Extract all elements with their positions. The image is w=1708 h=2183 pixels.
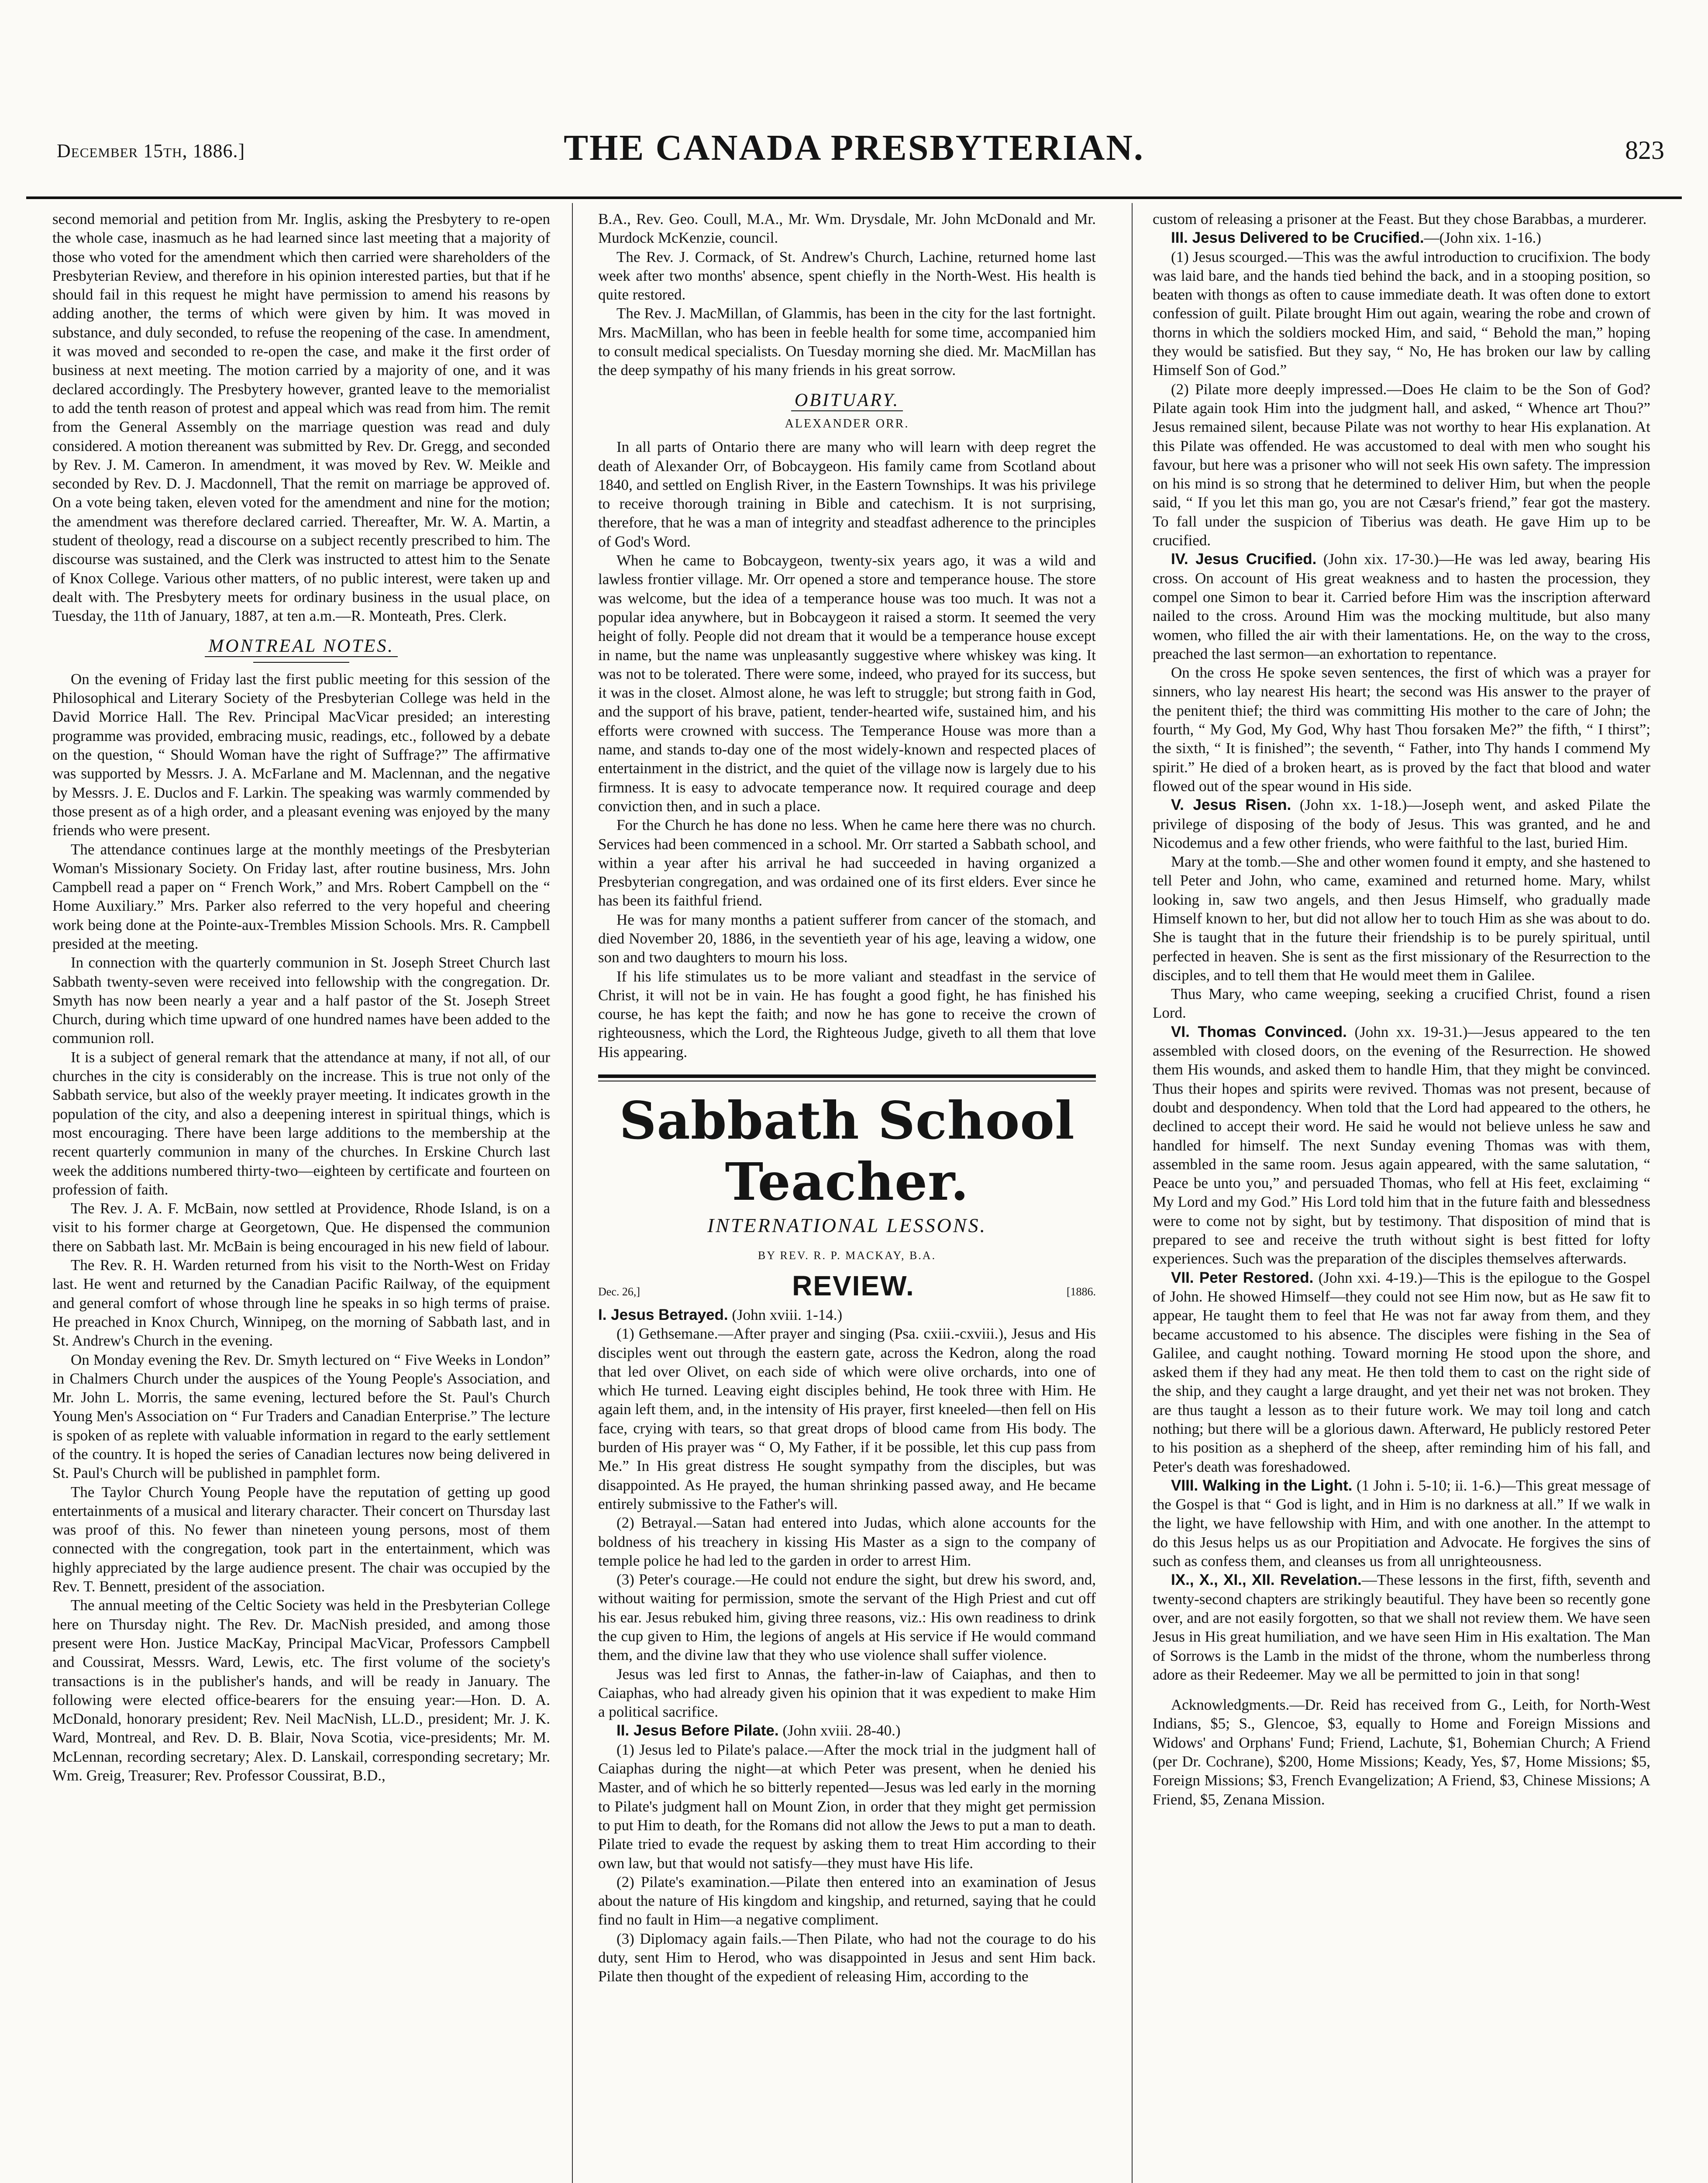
lesson-paragraph: (1) Jesus scourged.—This was the awful introduction to crucifixion. The body was laid bare, and the hands tied behind the back, and in a stooping position, so beaten with thongs as often to cause immediate death. It was often done to extort confession of guilt. Pilate brought Him out again, wearing the robe and crown of thorns in which the soldiers mocked Him, and said, “ Behold the man,” hoping they would be satisfied. But they say, “ No, He has broken our law by calling Himself Son of God.” (1153, 248, 1650, 379)
section-divider-thick (598, 1074, 1096, 1078)
lesson-paragraph: (3) Diplomacy again fails.—Then Pilate, who had not the courage to do his duty, sent Him to Herod, who was disappointed in Jesus and sent Him back. Pilate then thought of the expedient of releasing Him, according to the (598, 1930, 1096, 1985)
montreal-notes-heading: MONTREAL NOTES. (52, 637, 550, 656)
presbytery-report-continued: second memorial and petition from Mr. Inglis, asking the Presbytery to re-open the whole case, inasmuch as he had learned since last meeting that a majority of those who voted for the amendment which then carried were shareholders of the Presbyterian Review, and therefore in his opinion interested parties, but that if he should fail in this request he might have permission to amend his reasons by adding another, the terms of which were given by him. It was moved in substance, and duly seconded, to refuse the reopening of the case. In amendment, it was moved and seconded to re-open the case, and make it the first order of business at next meeting. The motion carried by a majority of one, and it was declared accordingly. The Presbytery however, granted leave to the memorialist to add the tenth reason of protest and appeal which was read from him. The remit from the General Assembly on the marriage question was read and duly considered. A motion thereanent was submitted by Rev. Dr. Gregg, and seconded by Rev. J. M. Cameron. In amendment, it was moved by Rev. W. Meikle and seconded by Rev. D. J. Macdonnell, That the remit on marriage be approved of. On a vote being taken, eleven voted for the amendment and nine for the motion; the amendment was therefore declared carried. Thereafter, Mr. W. A. Martin, a student of theology, read a discourse on a subject recently prescribed to him. The discourse was sustained, and the Clerk was instructed to attest him to the Senate of Knox College. Various other matters, of no public interest, were taken up and dealt with. The Presbytery meets for ordinary business in the usual place, on Tuesday, the 11th of January, 1887, at ten a.m.—R. Monteath, Pres. Clerk. (52, 210, 550, 625)
article-paragraph: The Rev. J. A. F. McBain, now settled at Providence, Rhode Island, is on a visit to his former charge at Georgetown, Que. He dispensed the communion there on Sabbath last. Mr. McBain is being encouraged in his new field of labour. (52, 1200, 550, 1255)
header-rule (26, 196, 1682, 199)
issue-date: December 15th, 1886.] (57, 140, 245, 162)
lesson-paragraph: On the cross He spoke seven sentences, the first of which was a prayer for sinners, who lay nearest His heart; the second was His answer to the prayer of the penitent thief; the third was committing His mother to the care of John; the fourth, “ My God, My God, Why hast Thou forsaken Me?” the fifth, “ I thirst”; the sixth, “ It is finished”; the seventh, “ Father, into Thy hands I commend My spirit.” He died of a broken heart, as is proved by the fact that blood and water flowed out of the spear wound in His side. (1153, 664, 1650, 795)
lesson-heading: II. Jesus Before Pilate. (John xviii. 28-40.) (616, 1722, 901, 1739)
page-header (26, 127, 1682, 192)
article-paragraph: B.A., Rev. Geo. Coull, M.A., Mr. Wm. Drysdale, Mr. John McDonald and Mr. Murdock McKenzie, council. (598, 210, 1096, 247)
obituary-paragraph: If his life stimulates us to be more valiant and steadfast in the service of Christ, it will not be in vain. He has fought a good fight, he has finished his course, he has kept the faith; and now he has gone to receive the crown of righteousness, which the Lord, the Righteous Judge, giveth to all them that love His appearing. (598, 968, 1096, 1061)
lesson-heading: I. Jesus Betrayed. (John xviii. 1-14.) (598, 1306, 843, 1323)
article-paragraph: The annual meeting of the Celtic Society was held in the Presbyterian College here on Thursday night. The Rev. Dr. MacNish presided, and among those present were Hon. Justice MacKay, Principal MacVicar, Professors Campbell and Coussirat, Messrs. Ward, Lewis, etc. The first volume of the society's transactions is in the publisher's hands, and will be ready in January. The following were elected office-bearers for the ensuing year:—Hon. D. A. McDonald, honorary president; Rev. Neil MacNish, LL.D., president; Mr. J. K. Ward, Montreal, and Rev. D. B. Blair, Nova Scotia, vice-presidents; Mr. M. McLennan, recording secretary; Alex. D. Lanskail, corresponding secretary; Mr. Wm. Greig, Treasurer; Rev. Professor Coussirat, B.D., (52, 1597, 550, 1784)
lesson-date: Dec. 26,] (598, 1285, 640, 1298)
lesson-paragraph: (2) Pilate more deeply impressed.—Does He claim to be the Son of God? Pilate again took Him into the judgment hall, and asked, “ Whence art Thou?” Jesus remained silent, because Pilate was not worthy to hear His explanation. At this Pilate was offended. He was accustomed to deal with men who sought his favour, but here was a prisoner who will not seek His own safety. The impression on his mind is so strong that he determined to deliver Him, but when the people said, “ If you let this man go, you are not Cæsar's friend,” fear got the mastery. To fall under the suspicion of Tiberius was death. He gave Him up to be crucified. (1153, 380, 1650, 549)
obituary-name: ALEXANDER ORR. (785, 417, 909, 430)
lesson-paragraph: VIII. Walking in the Light. (1 John i. 5-10; ii. 1-6.)—This great message of the Gospel is that “ God is light, and in Him is no darkness at all.” If we walk in the light, we have fellowship with Him, and with one another. In the attempt to do this Jesus helps us as our Propitiation and Advocate. He forgives the sins of such as confess them, and cleanses us from all unrighteousness. (1153, 1477, 1651, 1570)
lesson-paragraph: (3) Peter's courage.—He could not endure the sight, but drew his sword, and, without waiting for permission, smote the servant of the High Priest and cut off his ear. Jesus rebuked him, giving three reasons, viz.: His own readiness to drink the cup given to Him, the legions of angels at His service if He would command them, and the divine law that they who use violence shall suffer violence. (598, 1571, 1096, 1664)
lesson-title: REVIEW. (792, 1270, 915, 1302)
lesson-paragraph: custom of releasing a prisoner at the Feast. But they chose Barabbas, a murderer. (1153, 210, 1647, 227)
lesson-paragraph: V. Jesus Risen. (John xx. 1-18.)—Joseph went, and asked Pilate the privilege of disposing of the body of Jesus. This was granted, and he and Nicodemus and a few other friends, who were faithful to the last, buried Him. (1153, 796, 1650, 851)
obituary-paragraph: When he came to Bobcaygeon, twenty-six years ago, it was a wild and lawless frontier village. Mr. Orr opened a store and temperance house. The store was welcome, but the idea of a temperance house was too much. It was not a popular idea anywhere, but in Bobcaygeon it raised a storm. It seemed the very height of folly. People did not dream that it would be a temperance house except in name, but the name was unpleasantly suggestive where whiskey was king. It was not to be tolerated. There were some, indeed, who prayed for its success, but it was in the closet. Almost alone, he was left to struggle; but strong faith in God, and the support of his brave, patient, tender-hearted wife, sustained him, and his efforts were crowned with success. The Temperance House was more than a name, and stands to-day one of the most widely-known and respected places of entertainment in the district, and the quiet of the village now is largely due to his firmness. It is easy to advocate temperance now. It required courage and deep conviction then, and in such a place. (598, 552, 1096, 815)
lesson-year: [1886. (1066, 1285, 1096, 1298)
article-paragraph: The Rev. R. H. Warden returned from his visit to the North-West on Friday last. He went and returned by the Canadian Pacific Railway, of the equipment and general comfort of whose through line he speaks in so high terms of praise. He preached in Knox Church, Winnipeg, on the morning of Sabbath last, and in St. Andrew's Church in the evening. (52, 1257, 550, 1350)
lesson-heading: III. Jesus Delivered to be Crucified.—(John xix. 1-16.) (1171, 229, 1541, 247)
obituary-paragraph: He was for many months a patient sufferer from cancer of the stomach, and died November 20, 1886, in the seventieth year of his age, leaving a widow, one son and two daughters to mourn his loss. (598, 911, 1096, 966)
lesson-paragraph: VII. Peter Restored. (John xxi. 4-19.)—This is the epilogue to the Gospel of John. He showed Himself—they could not see Him now, but as He saw fit to appear, He taught them to feel that He was not far away from them, and they became accustomed to his absence. The disciples were fishing in the Sea of Galilee, and caught nothing. Toward morning He stood upon the shore, and asked them if they had any meat. He then told them to cast on the right side of the ship, and they caught a large draught, and yet their net was not broken. They are thus taught a lesson as to their future work. We may toil long and catch nothing; but there will be a glorious dawn. Afterward, He publicly restored Peter to his position as a shepherd of the sheep, after reminding him of his fall, and Peter's death was foreshadowed. (1153, 1269, 1651, 1475)
newspaper-title: THE CANADA PRESBYTERIAN. (564, 127, 1144, 168)
page-number: 823 (1625, 136, 1664, 165)
acknowledgments-paragraph: Acknowledgments.—Dr. Reid has received from G., Leith, for North-West Indians, $5; S., Glencoe, $3, equally to Home and Foreign Missions and Widows' and Orphans' Fund; Friend, Lachute, $1, Bohemian Church; A Friend (per Dr. Cochrane), $200, Home Missions; Keady, Yes, $7, Home Missions; $5, Foreign Missions; $3, French Evangelization; A Friend, $3, Chinese Missions; A Friend, $5, Zenana Mission. (1153, 1696, 1650, 1808)
column-2 (598, 210, 1096, 1986)
article-paragraph: On Monday evening the Rev. Dr. Smyth lectured on “ Five Weeks in London” in Chalmers Church under the auspices of the Young People's Association, and Mr. John L. Morris, the same evening, lectured before the St. Paul's Church Young Men's Association on “ Fur Traders and Canadian Enterprise.” The lecture is spoken of as replete with valuable information in regard to the early settlement of the country. It is hoped the series of Canadian lectures now being delivered in St. Paul's Church will be published in pamphlet form. (52, 1351, 550, 1482)
lesson-paragraph: Mary at the tomb.—She and other women found it empty, and she hastened to tell Peter and John, who came, examined and returned home. Mary, whilst looking in, saw two angels, and then Jesus Himself, who gradually made Himself known to her, but did not allow her to touch Him as she was about to do. She is taught that in the future their friendship is to be purely spiritual, until perfected in heaven. She is sent as the first missionary of the Resurrection to the disciples, and to tell them that He would meet them in Galilee. (1153, 853, 1650, 984)
obituary-paragraph: In all parts of Ontario there are many who will learn with deep regret the death of Alexander Orr, of Bobcaygeon. His family came from Scotland about 1840, and settled on English River, in the Eastern Townships. It was his privilege to receive thorough training in Bible and catechism. It is not surprising, therefore, that he was a man of integrity and steadfast adherence to the principles of God's Word. (598, 438, 1096, 550)
article-paragraph: It is a subject of general remark that the attendance at many, if not all, of our churches in the city is considerably on the increase. This is true not only of the Sabbath service, but also of the weekly prayer meeting. It indicates growth in the population of the city, and also a deepening interest in spiritual things, which is most encouraging. There have been large additions to the membership at the recent quarterly communion in many of the churches. In Erskine Church last week the additions numbered thirty-two—eighteen by certificate and fourteen on profession of faith. (52, 1048, 550, 1198)
article-paragraph: On the evening of Friday last the first public meeting for this session of the Philosophical and Literary Society of the Presbyterian College was held in the David Morrice Hall. The Rev. Principal MacVicar presided; an interesting programme was provided, embracing music, readings, etc., followed by a debate on the question, “ Should Woman have the right of Suffrage?” The affirmative was supported by Messrs. J. A. McFarlane and M. Maclennan, and the negative by Messrs. J. E. Duclos and F. Larkin. The speaking was warmly commended by those present as of a high order, and a pleasant evening was enjoyed by the many friends who were present. (52, 670, 550, 839)
obituary-paragraph: For the Church he has done no less. When he came here there was no church. Services had been commenced in a school. Mr. Orr started a Sabbath school, and within a year after his arrival he had succeeded in having organized a Presbyterian congregation, and was ordained one of its first elders. Ever since he has been its faithful friend. (598, 816, 1096, 909)
obituary-heading: OBITUARY. (598, 391, 1096, 410)
lesson-paragraph: (1) Gethsemane.—After prayer and singing (Psa. cxiii.-cxviii.), Jesus and His disciples went out through the eastern gate, across the Kedron, along the road that led over Olivet, on each side of which were olive orchards, into one of which He turned. Leaving eight disciples behind, He took three with Him. He again left them, and, in the intensity of His prayer, first kneeled—then fell on His face, crying with tears, so that great drops of blood came from His body. The burden of His prayer was “ O, My Father, if it be possible, let this cup pass from Me.” In His great distress He sought sympathy from the disciples, but was disappointed. As He prayed, the human shrinking passed away, and He became entirely submissive to the Father's will. (598, 1325, 1096, 1512)
section-rule (253, 662, 349, 663)
article-paragraph: In connection with the quarterly communion in St. Joseph Street Church last Sabbath twenty-seven were received into fellowship with the congregation. Dr. Smyth has now been nearly a year and a half pastor of the St. Joseph Street Church, during which time upward of one hundred names have been added to the communion roll. (52, 954, 550, 1047)
author-byline: BY REV. R. P. MACKAY, B.A. (758, 1249, 937, 1262)
article-paragraph: The Rev. J. Cormack, of St. Andrew's Church, Lachine, returned home last week after two months' absence, spent chiefly in the North-West. His health is quite restored. (598, 248, 1096, 303)
sabbath-school-teacher-heading: Sabbath School Teacher. (619, 1090, 1075, 1212)
article-paragraph: The Rev. J. MacMillan, of Glammis, has been in the city for the last fortnight. Mrs. MacMillan, who has been in feeble health for some time, accompanied him to consult medical specialists. On Tuesday morning she died. Mr. MacMillan has the deep sympathy of his many friends in his great sorrow. (598, 305, 1096, 379)
article-paragraph: The attendance continues large at the monthly meetings of the Presbyterian Woman's Missionary Society. On Friday last, after routine business, Mrs. John Campbell read a paper on “ French Work,” and Mrs. Robert Campbell on the “ Home Auxiliary.” Mrs. Parker also referred to the very hopeful and cheering work being done at the Pointe-aux-Trembles Mission Schools. Mrs. R. Campbell presided at the meeting. (52, 840, 550, 952)
lesson-paragraph: IV. Jesus Crucified. (John xix. 17-30.)—He was led away, bearing His cross. On account of His great weakness and to hasten the procession, they compel one Simon to bear it. Carried before Him was the inscription afterward nailed to the cross. Around Him was the mocking multitude, but also many women, who filled the air with their lamentations. He, on the way to the cross, preached the last sermon—an exhortation to repentance. (1153, 551, 1651, 662)
lesson-paragraph: IX., X., XI., XII. Revelation.—These lessons in the first, fifth, seventh and twenty-second chapters are strikingly beautiful. They have been so recently gone over, and are not easily forgotten, so that we shall not review them. We have seen Jesus in His great humiliation, and we have seen Him in His exaltation. The Man of Sorrows is the Lamb in the midst of the throne, whom the numberless throng adore as their Redeemer. May we all be permitted to join in that song! (1153, 1571, 1650, 1683)
article-paragraph: The Taylor Church Young People have the reputation of getting up good entertainments of a musical and literary character. Their concert on Thursday last was proof of this. No fewer than nineteen young persons, most of them connected with the congregation, took part in the entertainment, which was highly appreciated by the large audience present. The chair was occupied by the Rev. T. Bennett, president of the association. (52, 1483, 550, 1595)
lesson-paragraph: (1) Jesus led to Pilate's palace.—After the mock trial in the judgment hall of Caiaphas during the night—at which Peter was present, when he denied his Master, and of which he so bitterly repented—Jesus was led early in the morning to Pilate's judgment hall on Mount Zion, in order that they might get permission to put Him to death, for the Romans did not allow the Jews to put a man to death. Pilate tried to evade the request by asking them to treat Him according to their own law, but that would not satisfy—they must have His life. (598, 1741, 1096, 1872)
lesson-paragraph: Thus Mary, who came weeping, seeking a crucified Christ, found a risen Lord. (1153, 985, 1650, 1022)
column-divider-1 (572, 203, 573, 2183)
lesson-header (598, 1270, 1096, 1302)
lesson-paragraph: (2) Betrayal.—Satan had entered into Judas, which alone accounts for the boldness of his treachery in kissing His Master as a sign to the company of temple police he had led to the garden in order to arrest Him. (598, 1514, 1096, 1569)
column-1 (52, 210, 550, 1785)
international-lessons-heading: INTERNATIONAL LESSONS. (707, 1214, 987, 1237)
lesson-paragraph: (2) Pilate's examination.—Pilate then entered into an examination of Jesus about the nature of His kingdom and kingship, and returned, saying that he could find no fault in Him—a negative compliment. (598, 1873, 1096, 1928)
lesson-paragraph: Jesus was led first to Annas, the father-in-law of Caiaphas, and then to Caiaphas, who had already given his opinion that it was expedient to make Him a political sacrifice. (598, 1665, 1096, 1721)
column-divider-2 (1132, 203, 1133, 2183)
column-3 (1153, 210, 1650, 1809)
lesson-paragraph: VI. Thomas Convinced. (John xx. 19-31.)—Jesus appeared to the ten assembled with closed doors, on the evening of the Resurrection. He showed them His wounds, and asked them to handle Him, that they might be convinced. Thus their hopes and spirits were revived. Thomas was not present, because of doubt and despondency. When told that the Lord had appeared to the others, he declined to accept their word. He said he would not believe unless he saw and handled for himself. The next Sunday evening Thomas was with them, assembled in the same room. Jesus again appeared, with the same salutation, “ Peace be unto you,” and persuaded Thomas, who fell at His feet, exclaiming “ My Lord and my God.” His Lord told him that in the future faith and blessedness were to come not by sight, but by testimony. That disposition of mind that is prepared to see and receive the truth without sight is best fitted for lofty experiences. Such was the preparation of the disciples themselves afterwards. (1153, 1023, 1651, 1267)
